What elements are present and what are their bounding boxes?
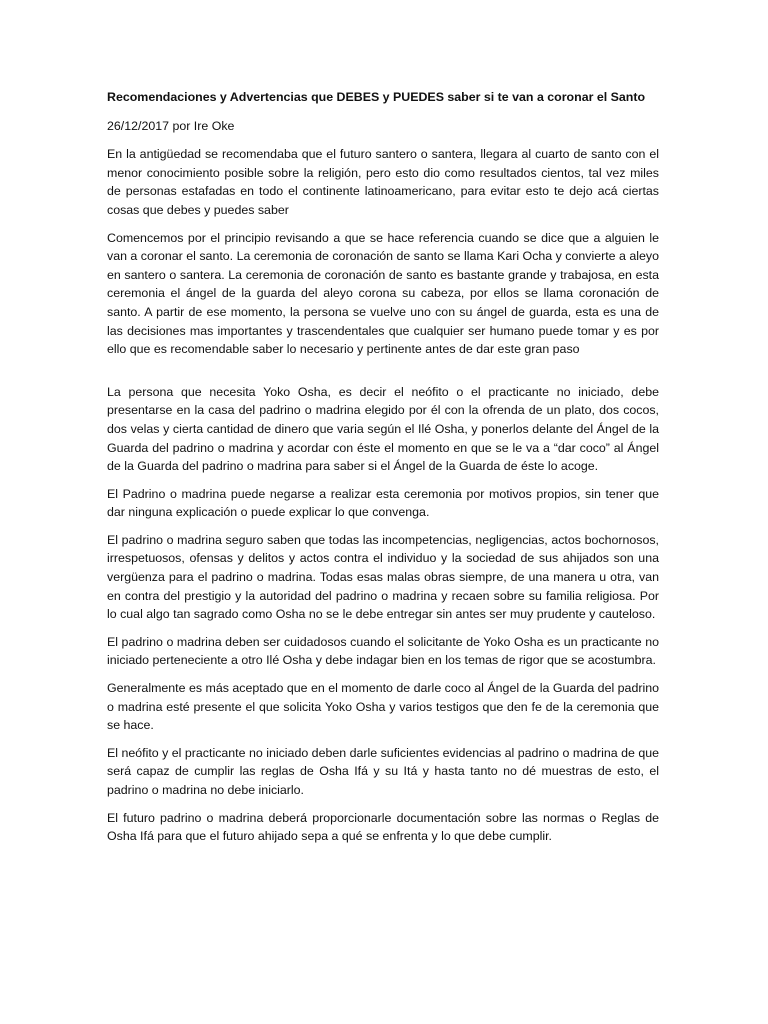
paragraph-other-ile: El padrino o madrina deben ser cuidadosos cuando el solicitante de Yoko Osha es un practicante no iniciado perteneciente a otro Ilé Osha y debe indagar bien en los temas de rigor que se acostumbra. — [107, 634, 659, 668]
paragraph-responsibility: El padrino o madrina seguro saben que todas las incompetencias, negligencias, actos bochornosos, irrespetuosos, ofensas y delitos y actos contra el individuo y la sociedad de sus ahijados son una vergüenza para el padrino o madrina. Todas esas malas obras siempre, de una manera u otra, van en contra del prestigio y la autoridad del padrino o madrina y recaen sobre su familia religiosa. Por lo cual algo tan sagrado como Osha no se le debe entregar sin antes ser muy prudente y cauteloso. — [107, 532, 659, 622]
paragraph-evidence: El neófito y el practicante no iniciado deben darle suficientes evidencias al padrino o madrina de que será capaz de cumplir las reglas de Osha Ifá y su Itá y hasta tanto no dé muestras de esto, el padrino o madrina no debe iniciarlo. — [107, 745, 659, 797]
paragraph-refusal: El Padrino o madrina puede negarse a realizar esta ceremonia por motivos propios, sin tener que dar ninguna explicación o puede explicar lo que convenga. — [107, 486, 659, 520]
document-page — [107, 88, 659, 855]
paragraph-intro: En la antigüedad se recomendaba que el futuro santero o santera, llegara al cuarto de santo con el menor conocimiento posible sobre la religión, pero esto dio como resultados cientos, tal vez miles de personas estafadas en todo el continente latinoamericano, para evitar esto te dejo acá ciertas cosas que debes y puedes saber — [107, 147, 659, 217]
document-title: Recomendaciones y Advertencias que DEBES y PUEDES saber si te van a coronar el Santo — [107, 90, 646, 104]
paragraph-documentation: El futuro padrino o madrina deberá proporcionarle documentación sobre las normas o Reglas de Osha Ifá para que el futuro ahijado sepa a qué se enfrenta y lo que debe cumplir. — [107, 810, 659, 844]
paragraph-coronation: Comencemos por el principio revisando a que se hace referencia cuando se dice que a alguien le van a coronar el santo. La ceremonia de coronación de santo se llama Kari Ocha y convierte a aleyo en santero o santera. La ceremonia de coronación de santo es bastante grande y trabajosa, en esta ceremonia el ángel de la guarda del aleyo corona su cabeza, por ellos se llama coronación de santo. A partir de ese momento, la persona se vuelve uno con su ángel de guarda, esta es una de las decisiones mas importantes y trascendentales que cualquier ser humano puede tomar y es por ello que es recomendable saber lo necesario y pertinente antes de dar este gran paso — [107, 230, 659, 357]
paragraph-witnesses: Generalmente es más aceptado que en el momento de darle coco al Ángel de la Guarda del padrino o madrina esté presente el que solicita Yoko Osha y varios testigos que den fe de la ceremonia que se hace. — [107, 681, 659, 733]
document-dateline: 26/12/2017 por Ire Oke — [107, 118, 235, 133]
paragraph-yoko-osha: La persona que necesita Yoko Osha, es decir el neófito o el practicante no iniciado, debe presentarse en la casa del padrino o madrina elegido por él con la ofrenda de un plato, dos cocos, dos velas y cierta cantidad de dinero que varia según el Ilé Osha, y ponerlos delante del Ángel de la Guarda del padrino o madrina y acordar con éste el momento en que se le va a “dar coco” al Ángel de la Guarda del padrino o madrina para saber si el Ángel de la Guarda de éste lo acoge. — [107, 384, 659, 474]
